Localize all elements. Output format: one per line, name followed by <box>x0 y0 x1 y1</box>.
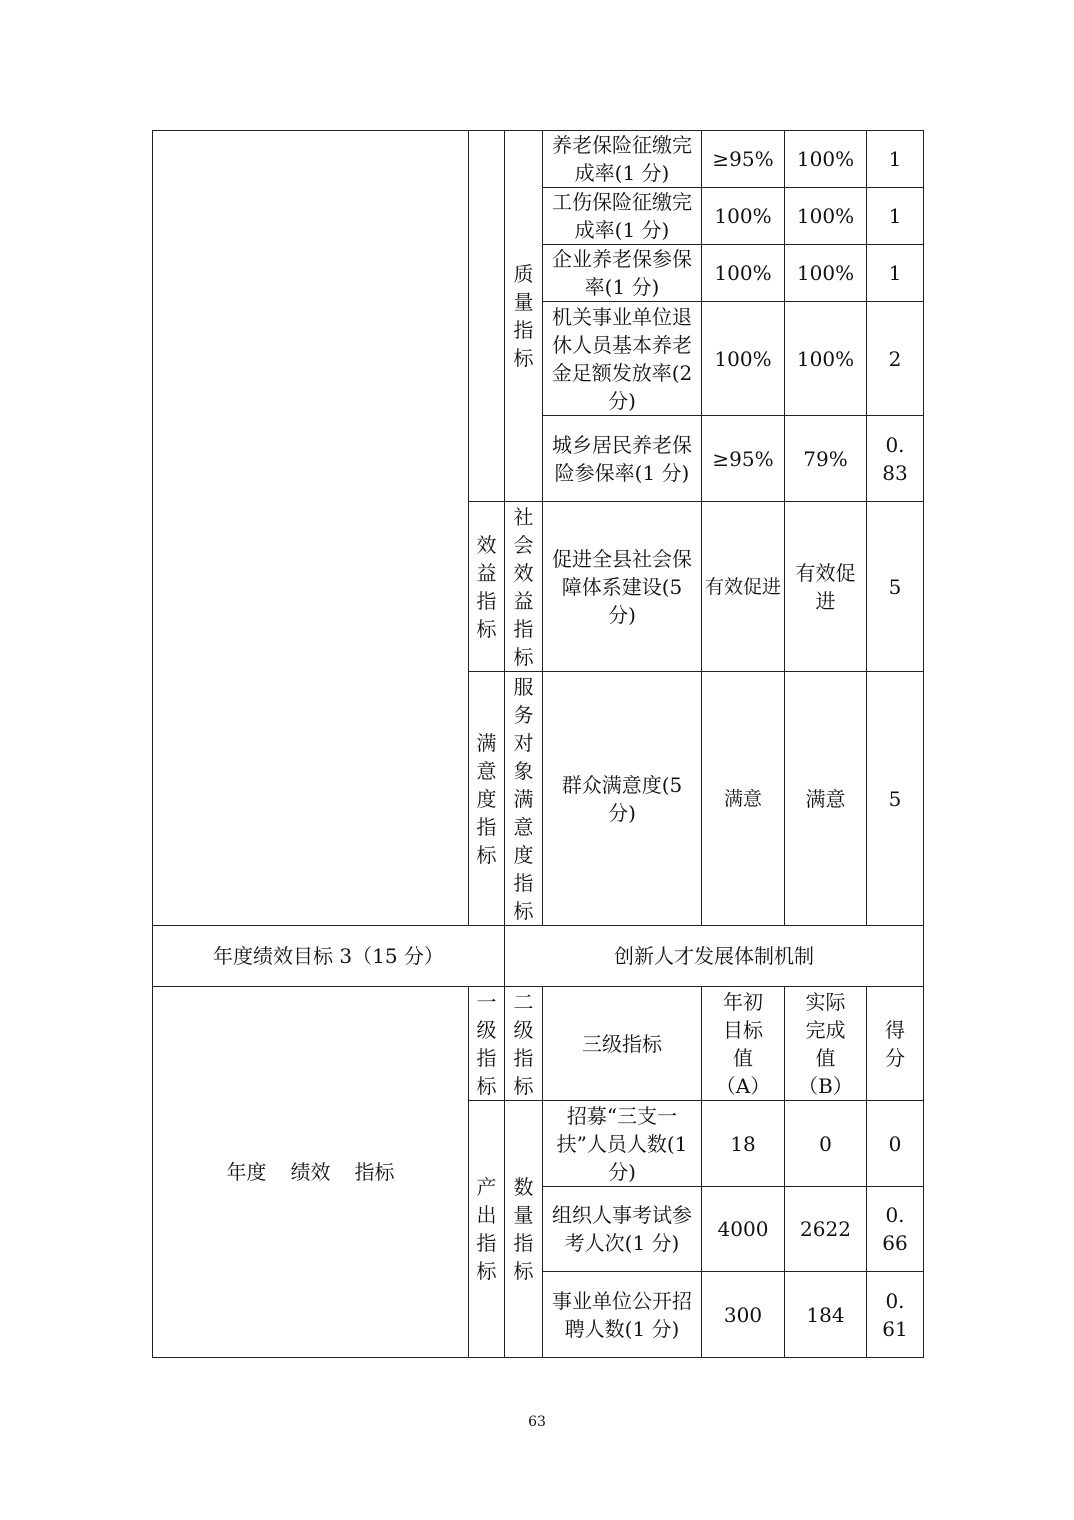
target-value: 100% <box>702 188 785 245</box>
indicator-name: 养老保险征缴完成率(1 分) <box>543 131 702 188</box>
actual-value: 100% <box>785 188 867 245</box>
annual-performance-indicator-label: 年度 绩效 指标 <box>153 987 469 1358</box>
target-value: 满意 <box>702 672 785 926</box>
actual-value: 0 <box>785 1101 867 1187</box>
quality-indicator-label: 质量指标 <box>505 131 543 502</box>
score-value: 5 <box>867 502 924 672</box>
level2-header: 二级指标 <box>505 987 543 1101</box>
level1-header: 一级指标 <box>469 987 505 1101</box>
score-value: 0 <box>867 1101 924 1187</box>
score-value: 0.83 <box>867 416 924 502</box>
target-value: ≥95% <box>702 416 785 502</box>
actual-value: 满意 <box>785 672 867 926</box>
actual-value: 100% <box>785 302 867 416</box>
actual-header: 实际完成值（B） <box>785 987 867 1101</box>
actual-value: 79% <box>785 416 867 502</box>
target-value: 100% <box>702 245 785 302</box>
indicator-name: 事业单位公开招聘人数(1 分) <box>543 1272 702 1358</box>
target-value: 300 <box>702 1272 785 1358</box>
actual-value: 有效促进 <box>785 502 867 672</box>
target-value: 18 <box>702 1101 785 1187</box>
indicator-name: 企业养老保参保率(1 分) <box>543 245 702 302</box>
indicator-name: 机关事业单位退休人员基本养老金足额发放率(2 分) <box>543 302 702 416</box>
page-number: 63 <box>528 1414 546 1430</box>
blank-level1-cell <box>469 131 505 502</box>
target-header: 年初目标值（A） <box>702 987 785 1101</box>
score-header: 得分 <box>867 987 924 1101</box>
indicator-name: 群众满意度(5 分) <box>543 672 702 926</box>
score-value: 1 <box>867 188 924 245</box>
score-value: 2 <box>867 302 924 416</box>
target-value: 4000 <box>702 1187 785 1272</box>
indicator-name: 工伤保险征缴完成率(1 分) <box>543 188 702 245</box>
actual-value: 100% <box>785 131 867 188</box>
indicator-name: 招募“三支一扶”人员人数(1 分) <box>543 1101 702 1187</box>
service-satisfaction-indicator-label: 服务对象满意度指标 <box>505 672 543 926</box>
satisfaction-indicator-label: 满意度指标 <box>469 672 505 926</box>
social-benefit-indicator-label: 社会效益指标 <box>505 502 543 672</box>
indicator-name: 组织人事考试参考人次(1 分) <box>543 1187 702 1272</box>
target-value: ≥95% <box>702 131 785 188</box>
table-row <box>153 131 924 188</box>
table-row <box>153 926 924 987</box>
score-value: 0.61 <box>867 1272 924 1358</box>
goal3-content: 创新人才发展体制机制 <box>505 926 924 987</box>
table-header-row <box>153 987 924 1101</box>
quantity-indicator-label: 数量指标 <box>505 1101 543 1358</box>
score-value: 5 <box>867 672 924 926</box>
score-value: 0.66 <box>867 1187 924 1272</box>
indicator-name: 城乡居民养老保险参保率(1 分) <box>543 416 702 502</box>
actual-value: 100% <box>785 245 867 302</box>
score-value: 1 <box>867 245 924 302</box>
level3-header: 三级指标 <box>543 987 702 1101</box>
target-value: 100% <box>702 302 785 416</box>
score-value: 1 <box>867 131 924 188</box>
actual-value: 184 <box>785 1272 867 1358</box>
blank-left-cell <box>153 131 469 926</box>
goal3-label: 年度绩效目标 3（15 分） <box>153 926 505 987</box>
indicator-name: 促进全县社会保障体系建设(5 分) <box>543 502 702 672</box>
target-value: 有效促进 <box>702 502 785 672</box>
output-indicator-label: 产出指标 <box>469 1101 505 1358</box>
performance-table <box>152 130 924 1358</box>
benefit-indicator-label: 效益指标 <box>469 502 505 672</box>
actual-value: 2622 <box>785 1187 867 1272</box>
